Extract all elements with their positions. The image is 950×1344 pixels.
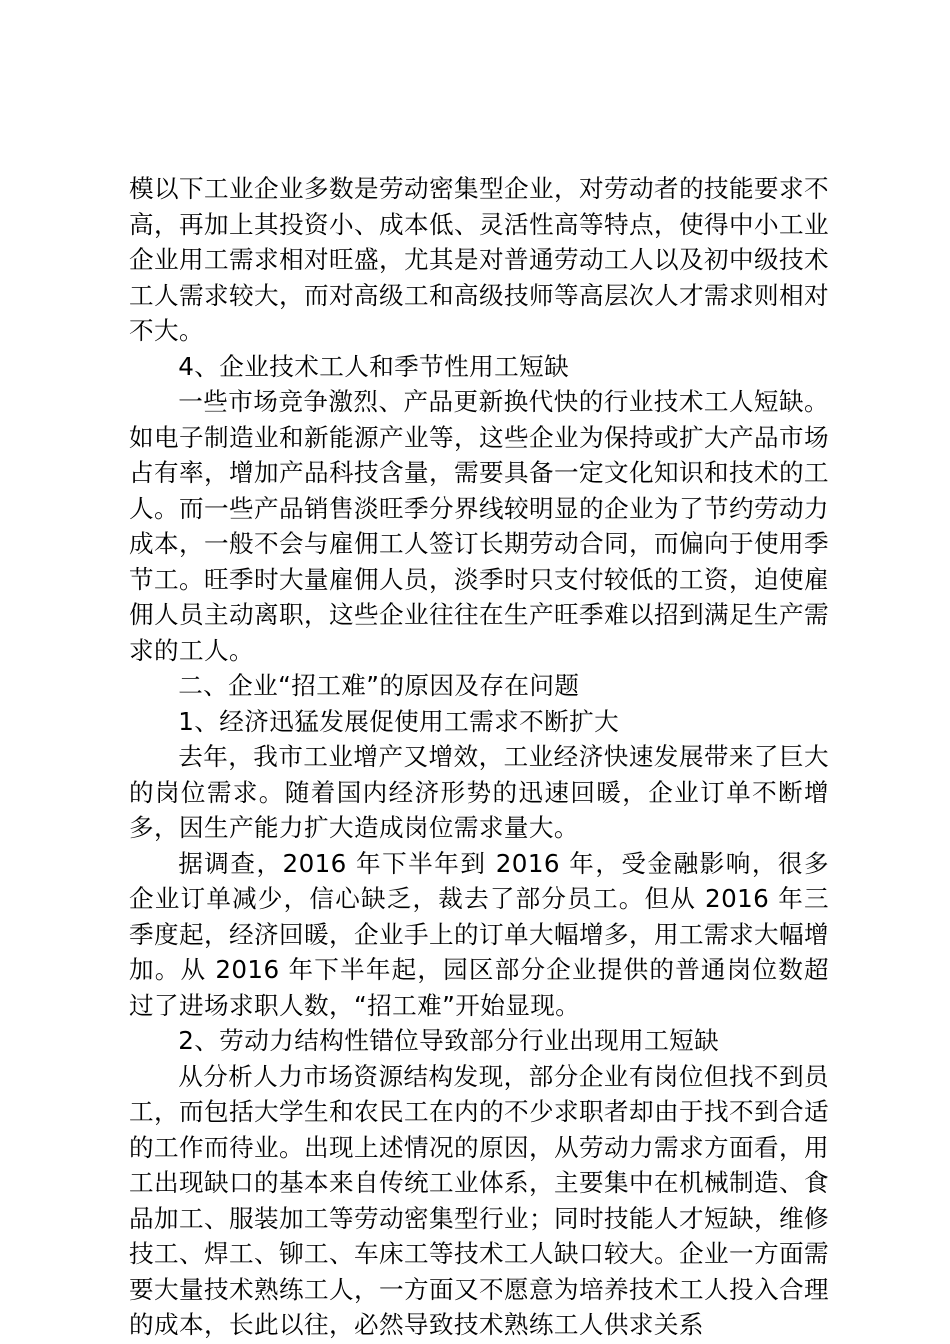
- paragraph-continuation: 模以下工业企业多数是劳动密集型企业，对劳动者的技能要求不高，再加上其投资小、成本低、灵活性高等特点，使得中小工业企业用工需求相对旺盛，尤其是对普通劳动工人以及初中级技术工人需求较大，而对高级工和高级技师等高层次人才需求则相对不大。: [129, 174, 829, 345]
- document-body: [129, 171, 829, 1343]
- paragraph-structural-mismatch: 从分析人力市场资源结构发现，部分企业有岗位但找不到员工，而包括大学生和农民工在内的不少求职者却由于找不到合适的工作而待业。出现上述情况的原因，从劳动力需求方面看，用工出现缺口的基本来自传统工业体系，主要集中在机械制造、食品加工、服装加工等劳动密集型行业；同时技能人才短缺，维修技工、焊工、铆工、车床工等技术工人缺口较大。企业一方面需要大量技术熟练工人，一方面又不愿意为培养技术工人投入合理的成本，长此以往，必然导致技术熟练工人供求关系: [129, 1061, 829, 1339]
- heading-economic-growth: 1、经济迅猛发展促使用工需求不断扩大: [178, 706, 620, 736]
- paragraph-technical-shortage: 一些市场竞争激烈、产品更新换代快的行业技术工人短缺。如电子制造业和新能源产业等，这些企业为保持或扩大产品市场占有率，增加产品科技含量，需要具备一定文化知识和技术的工人。而一些产品销售淡旺季分界线较明显的企业为了节约劳动力成本，一般不会与雇佣工人签订长期劳动合同，而偏向于使用季节工。旺季时大量雇佣人员，淡季时只支付较低的工资，迫使雇佣人员主动离职，这些企业往往在生产旺季难以招到满足生产需求的工人。: [129, 387, 829, 665]
- heading-technical-seasonal-shortage: 4、企业技术工人和季节性用工短缺: [178, 351, 570, 381]
- paragraph-economic-growth: 去年，我市工业增产又增效，工业经济快速发展带来了巨大的岗位需求。随着国内经济形势的迅速回暖，企业订单不断增多，因生产能力扩大造成岗位需求量大。: [129, 742, 829, 842]
- heading-section-two: 二、企业“招工难”的原因及存在问题: [178, 671, 580, 700]
- paragraph-survey: 据调查，2016 年下半年到 2016 年，受金融影响，很多企业订单减少，信心缺乏，裁去了部分员工。但从 2016 年三季度起，经济回暖，企业手上的订单大幅增多，用工需求大幅增加。从 2016 年下半年起，园区部分企业提供的普通岗位数超过了进场求职人数，“招工难”开始显现。: [129, 848, 829, 1020]
- heading-structural-mismatch: 2、劳动力结构性错位导致部分行业出现用工短缺: [178, 1026, 720, 1055]
